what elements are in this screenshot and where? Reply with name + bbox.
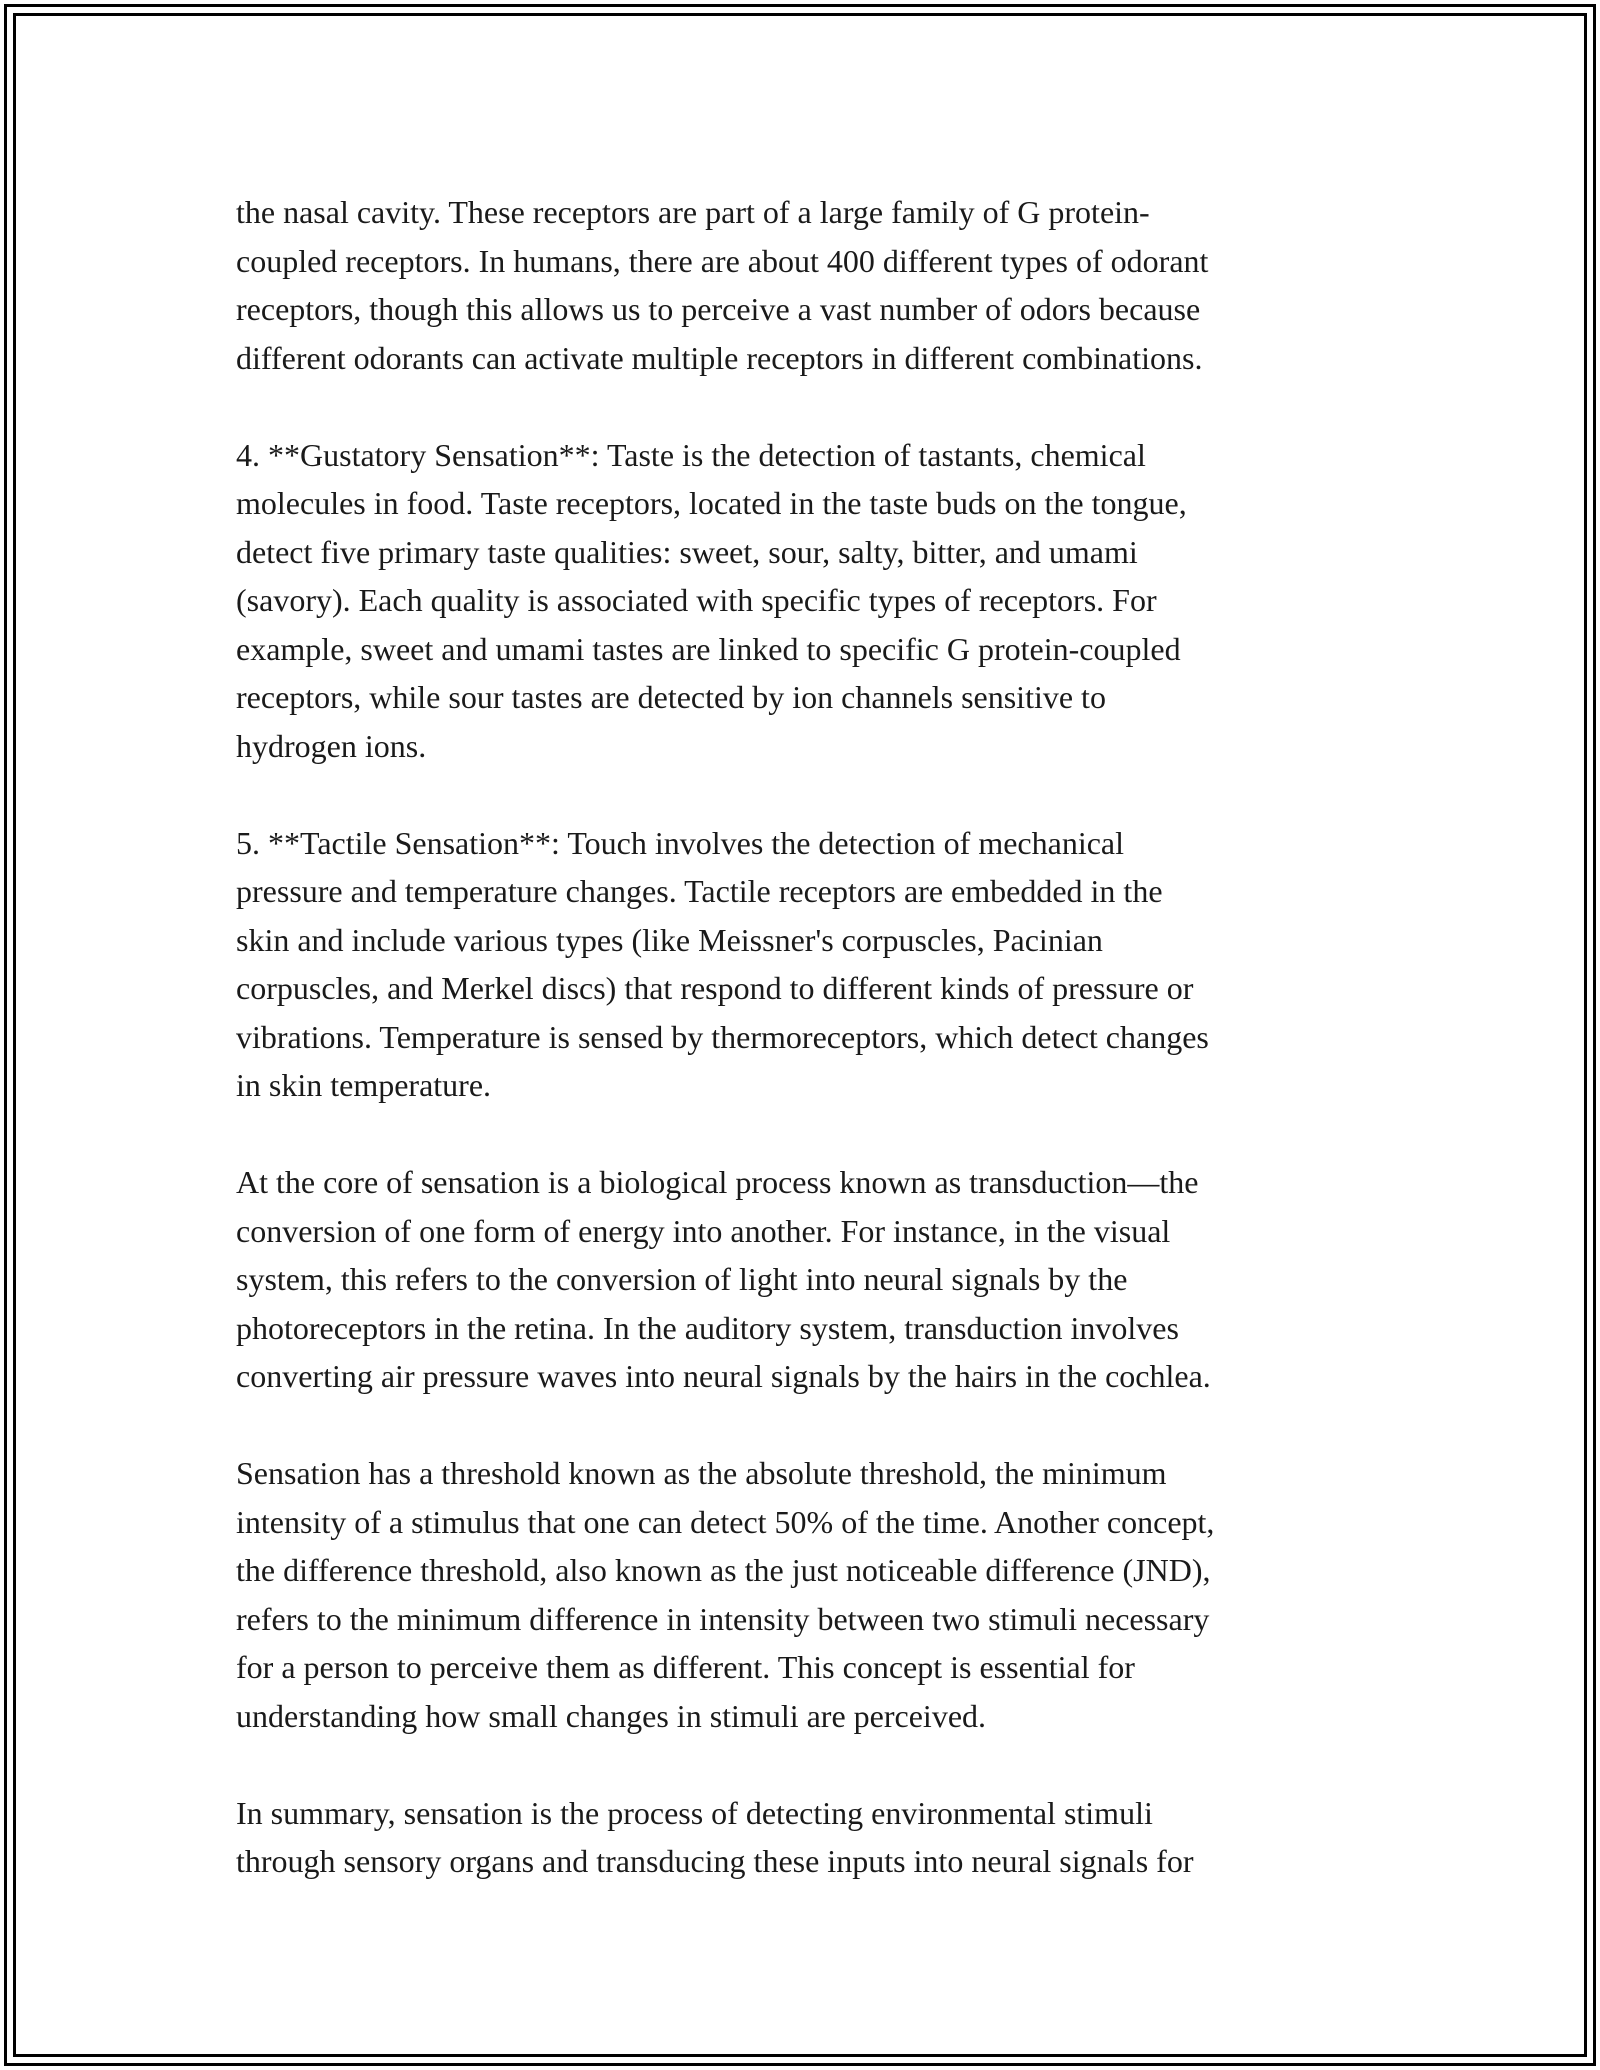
paragraph-thresholds [236, 1449, 1366, 1740]
text-line: through sensory organs and transducing these inputs into neural signals for [236, 1843, 1194, 1879]
text-line: for a person to perceive them as different. This concept is essential for [236, 1649, 1135, 1685]
text-line: converting air pressure waves into neural signals by the hairs in the cochlea. [236, 1358, 1211, 1394]
text-line: intensity of a stimulus that one can detect 50% of the time. Another concept, [236, 1503, 1215, 1540]
text-line: in skin temperature. [236, 1067, 492, 1103]
text-line: vibrations. Temperature is sensed by thermoreceptors, which detect changes [236, 1018, 1209, 1055]
text-line: hydrogen ions. [236, 727, 427, 764]
text-line: 5. **Tactile Sensation**: Touch involves the detection of mechanical [236, 824, 1125, 861]
text-line: Sensation has a threshold known as the absolute threshold, the minimum [236, 1455, 1167, 1491]
text-line: pressure and temperature changes. Tactile receptors are embedded in the [236, 873, 1163, 909]
text-line: 4. **Gustatory Sensation**: Taste is the detection of tastants, chemical [236, 436, 1146, 473]
text-line: understanding how small changes in stimuli are perceived. [236, 1697, 987, 1734]
paragraph-olfactory-continued [236, 188, 1366, 382]
text-line: refers to the minimum difference in intensity between two stimuli necessary [236, 1600, 1210, 1637]
text-line: receptors, while sour tastes are detected by ion channels sensitive to [236, 679, 1106, 715]
text-line: skin and include various types (like Meissner's corpuscles, Pacinian [236, 921, 1103, 958]
paragraph-transduction [236, 1158, 1366, 1401]
document-body [236, 188, 1366, 1934]
text-line: At the core of sensation is a biological process known as transduction—the [236, 1164, 1199, 1200]
text-line: example, sweet and umami tastes are linked to specific G protein-coupled [236, 630, 1181, 667]
text-line: system, this refers to the conversion of light into neural signals by the [236, 1261, 1128, 1297]
paragraph-gustatory-sensation [236, 431, 1366, 771]
text-line: conversion of one form of energy into another. For instance, in the visual [236, 1212, 1171, 1249]
text-line: (savory). Each quality is associated with specific types of receptors. For [236, 582, 1157, 618]
text-line: detect five primary taste qualities: sweet, sour, salty, bitter, and umami [236, 533, 1138, 570]
text-line: corpuscles, and Merkel discs) that respond to different kinds of pressure or [236, 970, 1194, 1006]
text-line: receptors, though this allows us to perceive a vast number of odors because [236, 291, 1201, 327]
text-line: molecules in food. Taste receptors, located in the taste buds on the tongue, [236, 485, 1187, 521]
text-line: the difference threshold, also known as the just noticeable difference (JND), [236, 1552, 1211, 1588]
text-line: In summary, sensation is the process of detecting environmental stimuli [236, 1794, 1153, 1831]
text-line: coupled receptors. In humans, there are about 400 different types of odorant [236, 242, 1209, 279]
paragraph-tactile-sensation [236, 819, 1366, 1110]
text-line: photoreceptors in the retina. In the auditory system, transduction involves [236, 1309, 1179, 1346]
text-line: different odorants can activate multiple receptors in different combinations. [236, 339, 1203, 376]
text-line: the nasal cavity. These receptors are part of a large family of G protein- [236, 194, 1150, 230]
paragraph-summary [236, 1789, 1366, 1886]
